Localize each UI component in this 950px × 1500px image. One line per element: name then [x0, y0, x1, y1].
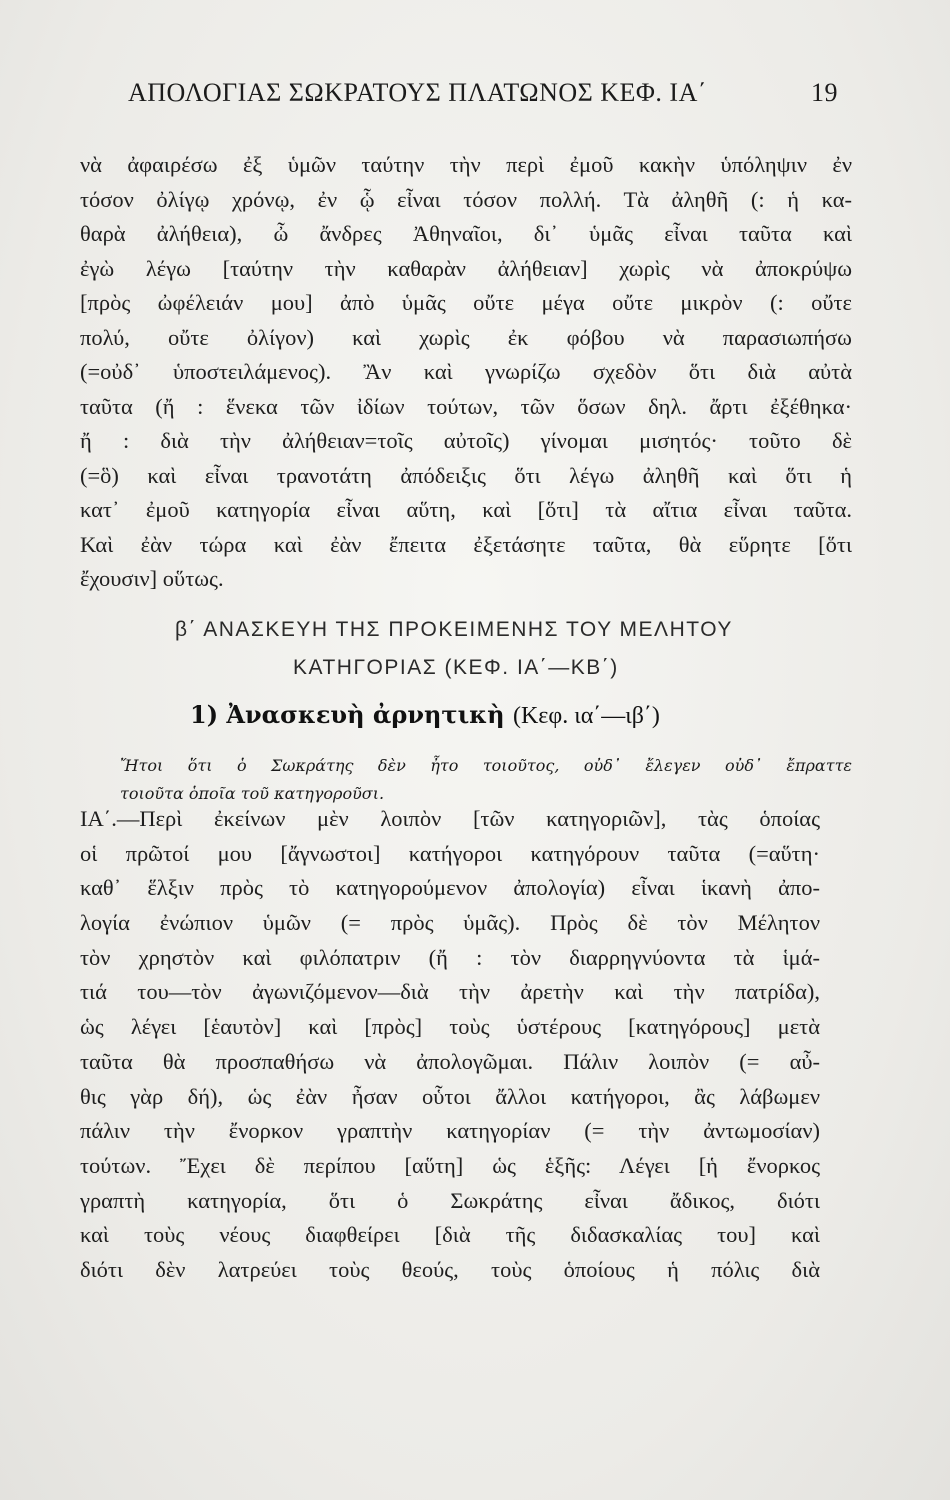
text-line: νὰ ἀφαιρέσω ἐξ ὑμῶν ταύτην τὴν περὶ ἐμοῦ κακὴν ὑπόληψιν ἐν [80, 152, 852, 177]
section-heading-line-2: ΚΑΤΗΓΟΡΙΑΣ (ΚΕΦ. ΙΑ΄—ΚΒ΄) [293, 656, 619, 679]
text-line: ἐγὼ λέγω [ταύτην τὴν καθαρὰν ἀλήθειαν] χωρὶς νὰ ἀποκρύψω [80, 255, 852, 281]
text-line: λογία ἐνώπιον ὑμῶν (= πρὸς ὑμᾶς). Πρὸς δὲ τὸν Μέλητον [80, 910, 820, 936]
text-line: τιά του—τὸν ἀγωνιζόμενον—διὰ τὴν ἀρετὴν καὶ τὴν πατρίδα), [80, 979, 820, 1005]
text-line: οἱ πρῶτοί μου [ἄγνωστοι] κατήγοροι κατηγόρουν ταῦτα (=αὕτη· [80, 840, 820, 866]
section-heading-line-1: β΄ ΑΝΑΣΚΕΥΗ ΤΗΣ ΠΡΟΚΕΙΜΕΝΗΣ ΤΟΥ ΜΕΛΗΤΟΥ [175, 618, 733, 641]
text-line: ἔχουσιν] οὕτως. [80, 566, 224, 591]
text-line: (=ὃ) καὶ εἶναι τρανοτάτη ἀπόδειξις ὅτι λέγω ἀληθῆ καὶ ὅτι ἡ [80, 462, 852, 488]
text-line: θις γὰρ δή), ὡς ἐὰν ἦσαν οὗτοι ἄλλοι κατήγοροι, ἂς λάβωμεν [80, 1083, 820, 1109]
text-line: ὡς λέγει [ἑαυτὸν] καὶ [πρὸς] τοὺς ὑστέρους [κατηγόρους] μετὰ [80, 1014, 820, 1040]
text-line: [πρὸς ὠφέλειάν μου] ἀπὸ ὑμᾶς οὔτε μέγα οὔτε μικρὸν (: οὔτε [80, 290, 852, 315]
text-line: τούτων. Ἔχει δὲ περίπου [αὕτη] ὡς ἑξῆς: Λέγει [ἡ ἔνορκος [80, 1152, 820, 1178]
subheading-chapter-range: (Κεφ. ια΄—ιβ΄) [512, 703, 660, 729]
text-line: ἤ : διὰ τὴν ἀλήθειαν=τοῖς αὐτοῖς) γίνομαι μισητός· τοῦτο δὲ [80, 428, 852, 453]
summary-note [120, 752, 852, 808]
text-line: ταῦτα θὰ προσπαθήσω νὰ ἀπολογῶμαι. Πάλιν λοιπὸν (= αὖ- [80, 1048, 820, 1074]
summary-line: Ἤτοι ὅτι ὁ Σωκράτης δὲν ἦτο τοιοῦτος, οὐδ᾽ ἔλεγεν οὐδ᾽ ἔπραττε [120, 756, 852, 775]
text-line: ΙΑ΄.—Περὶ ἐκείνων μὲν λοιπὸν [τῶν κατηγοριῶν], τὰς ὁποίας [80, 806, 820, 831]
text-line: τὸν χρηστὸν καὶ φιλόπατριν (ἤ : τὸν διαρρηγνύοντα τὰ ἱμά- [80, 944, 820, 970]
text-line: (=οὐδ᾽ ὑποστειλάμενος). Ἂν καὶ γνωρίζω σχεδὸν ὅτι διὰ αὐτὰ [80, 359, 852, 384]
subheading [190, 700, 660, 730]
text-line: Καὶ ἐὰν τώρα καὶ ἐὰν ἔπειτα ἐξετάσητε ταῦτα, θὰ εὕρητε [ὅτι [80, 531, 852, 557]
text-line: θαρὰ ἀλήθεια), ὦ ἄνδρες Ἀθηναῖοι, δι᾽ ὑμᾶς εἶναι ταῦτα καὶ [80, 221, 852, 246]
page-number: 19 [811, 78, 838, 107]
top-paragraph [80, 148, 852, 597]
main-paragraph [80, 802, 820, 1288]
text-line: καὶ τοὺς νέους διαφθείρει [διὰ τῆς διδασκαλίας του] καὶ [80, 1222, 820, 1248]
text-line: ταῦτα (ἤ : ἕνεκα τῶν ἰδίων τούτων, τῶν ὅσων δηλ. ἄρτι ἐξέθηκα· [80, 393, 852, 419]
running-head-title: ΑΠΟΛΟΓΙΑΣ ΣΩΚΡΑΤΟΥΣ ΠΛΑΤΩΝΟΣ ΚΕΦ. ΙΑ΄ [128, 78, 708, 107]
summary-line: τοιοῦτα ὁποῖα τοῦ κατηγοροῦσι. [120, 784, 385, 803]
text-line: διότι δὲν λατρεύει τοὺς θεούς, τοὺς ὁποίους ἡ πόλις διὰ [80, 1256, 820, 1282]
subheading-main: 1) Ἀνασκευὴ ἀρνητικὴ [190, 700, 505, 729]
text-line: καθ᾽ ἕλξιν πρὸς τὸ κατηγορούμενον ἀπολογία) εἶναι ἱκανὴ ἀπο- [80, 875, 820, 901]
text-line: κατ᾽ ἐμοῦ κατηγορία εἶναι αὕτη, καὶ [ὅτι] τὰ αἴτια εἶναι ταῦτα. [80, 497, 852, 522]
text-line: πολύ, οὔτε ὀλίγον) καὶ χωρὶς ἐκ φόβου νὰ παρασιωπήσω [80, 324, 852, 350]
text-line: γραπτὴ κατηγορία, ὅτι ὁ Σωκράτης εἶναι ἄδικος, διότι [80, 1187, 820, 1213]
text-line: πάλιν τὴν ἔνορκον γραπτὴν κατηγορίαν (= τὴν ἀντωμοσίαν) [80, 1118, 820, 1144]
text-line: τόσον ὀλίγῳ χρόνῳ, ἐν ᾧ εἶναι τόσον πολλή. Τὰ ἀληθῆ (: ἡ κα- [80, 186, 852, 212]
running-head [128, 78, 838, 108]
